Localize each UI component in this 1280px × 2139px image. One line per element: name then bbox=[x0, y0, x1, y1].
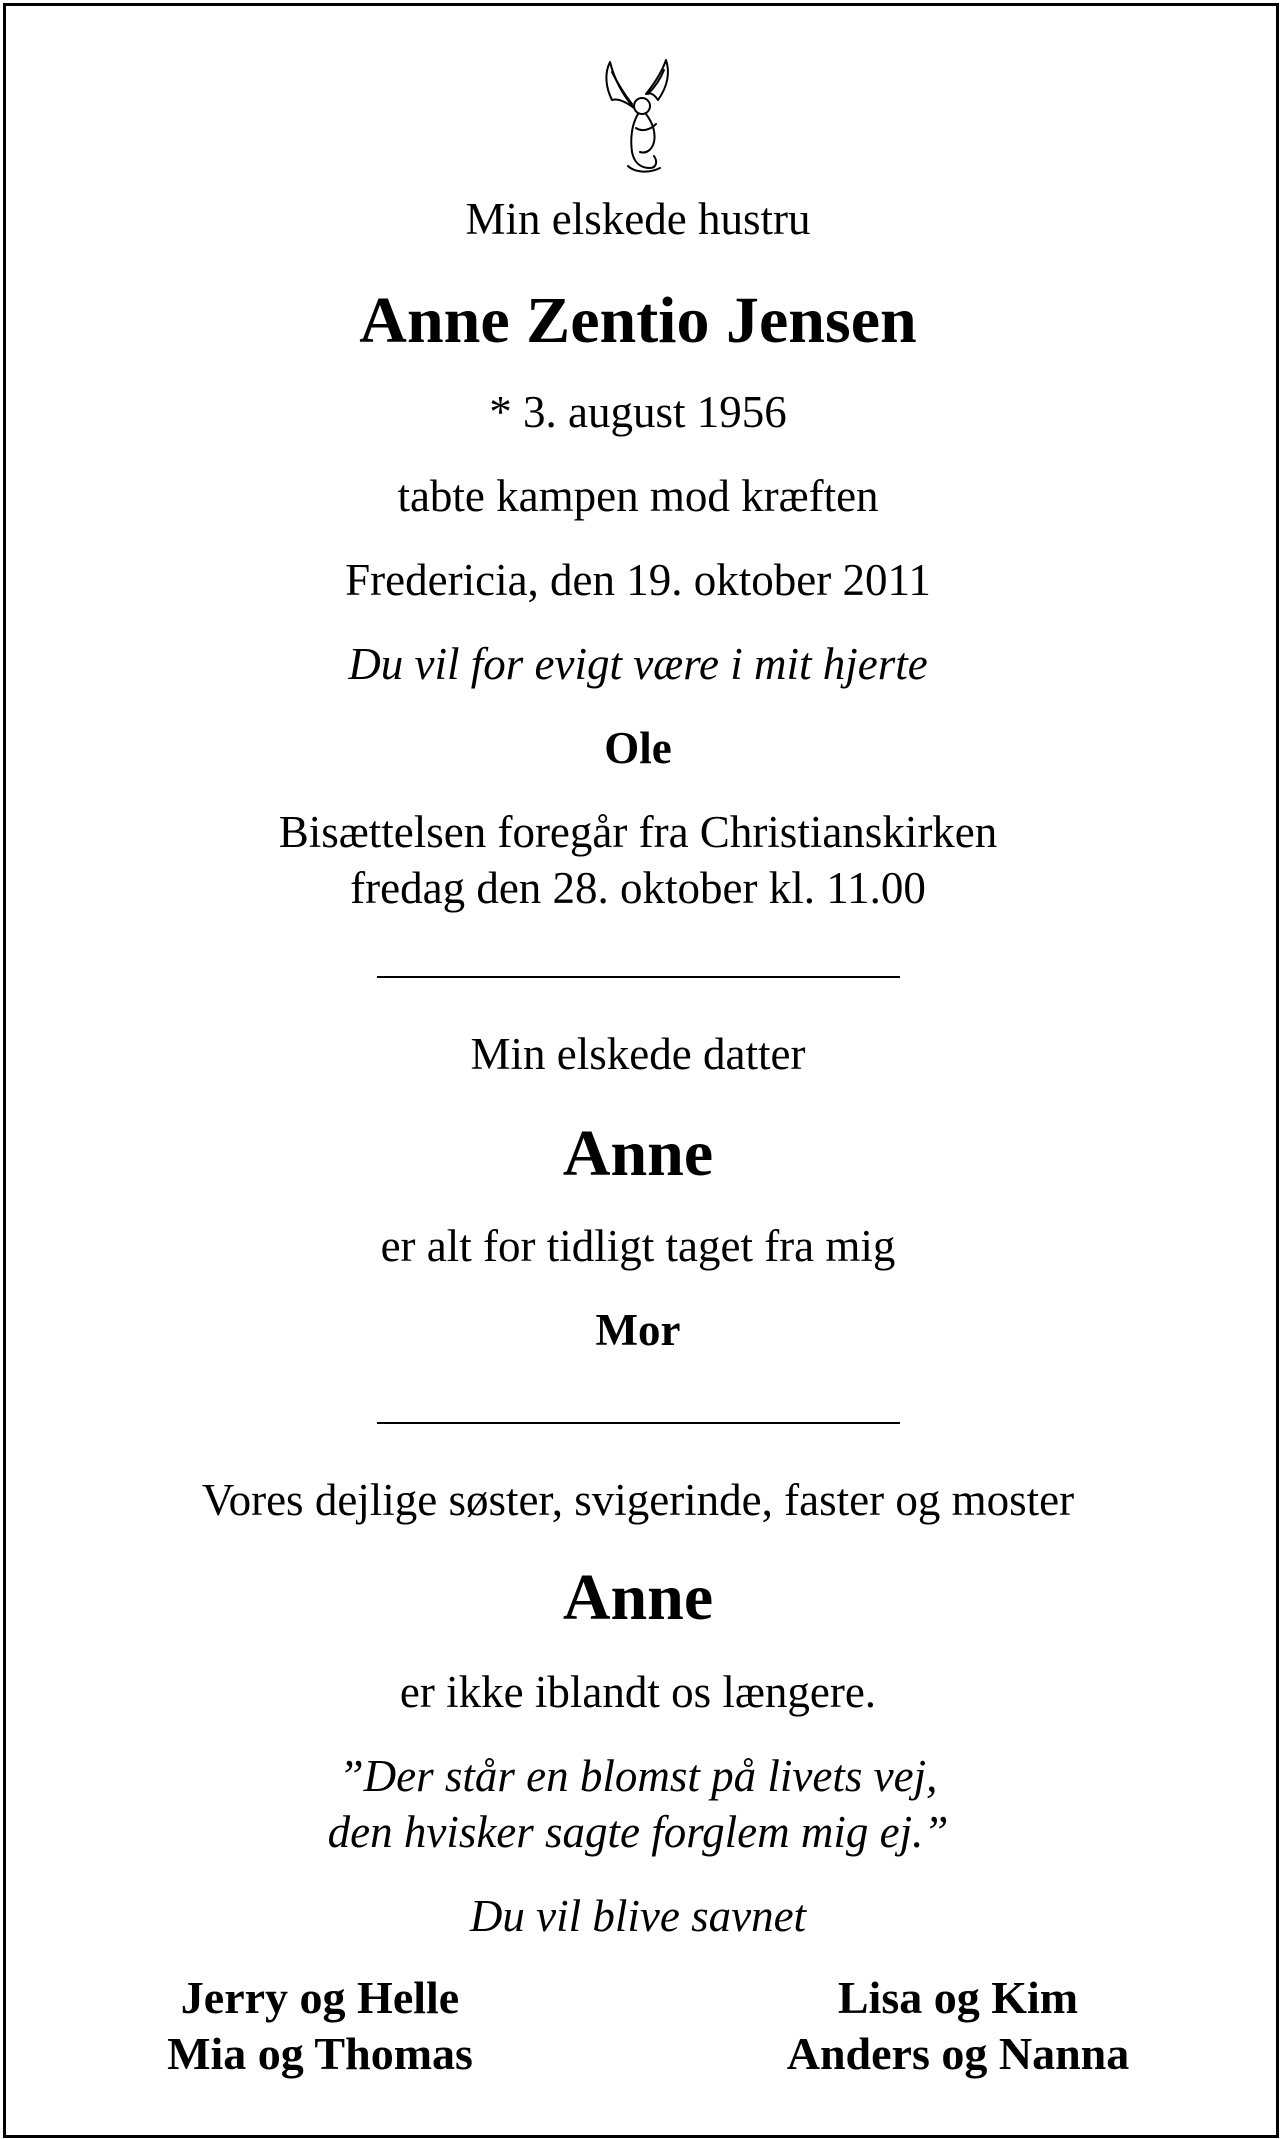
signature: Mor bbox=[595, 1305, 681, 1355]
deceased-name: Anne bbox=[562, 1561, 714, 1634]
signature-name: Anders og Nanna bbox=[786, 2028, 1130, 2080]
intro-text: Min elskede datter bbox=[470, 1029, 806, 1079]
divider bbox=[377, 1422, 900, 1424]
signature-name: Mia og Thomas bbox=[167, 2028, 473, 2080]
divider bbox=[377, 976, 900, 978]
quote-text: Du vil for evigt være i mit hjerte bbox=[348, 639, 928, 689]
signature: Ole bbox=[604, 723, 672, 773]
intro-text: Min elskede hustru bbox=[465, 194, 811, 244]
birth-date: * 3. august 1956 bbox=[489, 387, 787, 437]
signatures-right bbox=[698, 1970, 1218, 2082]
angel-icon bbox=[600, 58, 676, 176]
signature-name: Lisa og Kim bbox=[837, 1972, 1079, 2023]
signatures-left bbox=[60, 1970, 580, 2082]
funeral-info-line1: Bisættelsen foregår fra Christianskirken bbox=[278, 807, 998, 857]
poem-line2: den hvisker sagte forglem mig ej.” bbox=[327, 1807, 949, 1857]
text-line: er alt for tidligt taget fra mig bbox=[380, 1221, 896, 1271]
place-date: Fredericia, den 19. oktober 2011 bbox=[345, 555, 931, 605]
poem-line1: ”Der står en blomst på livets vej, bbox=[338, 1751, 938, 1801]
text-line: tabte kampen mod kræften bbox=[397, 471, 879, 521]
text-line: er ikke iblandt os længere. bbox=[399, 1667, 877, 1717]
intro-text: Vores dejlige søster, svigerinde, faster og moster bbox=[201, 1475, 1075, 1525]
deceased-name: Anne Zentio Jensen bbox=[359, 284, 917, 357]
deceased-name: Anne bbox=[562, 1117, 714, 1190]
funeral-info-line2: fredag den 28. oktober kl. 11.00 bbox=[350, 863, 926, 913]
closing-text: Du vil blive savnet bbox=[469, 1891, 807, 1941]
signature-name: Jerry og Helle bbox=[180, 1972, 460, 2023]
